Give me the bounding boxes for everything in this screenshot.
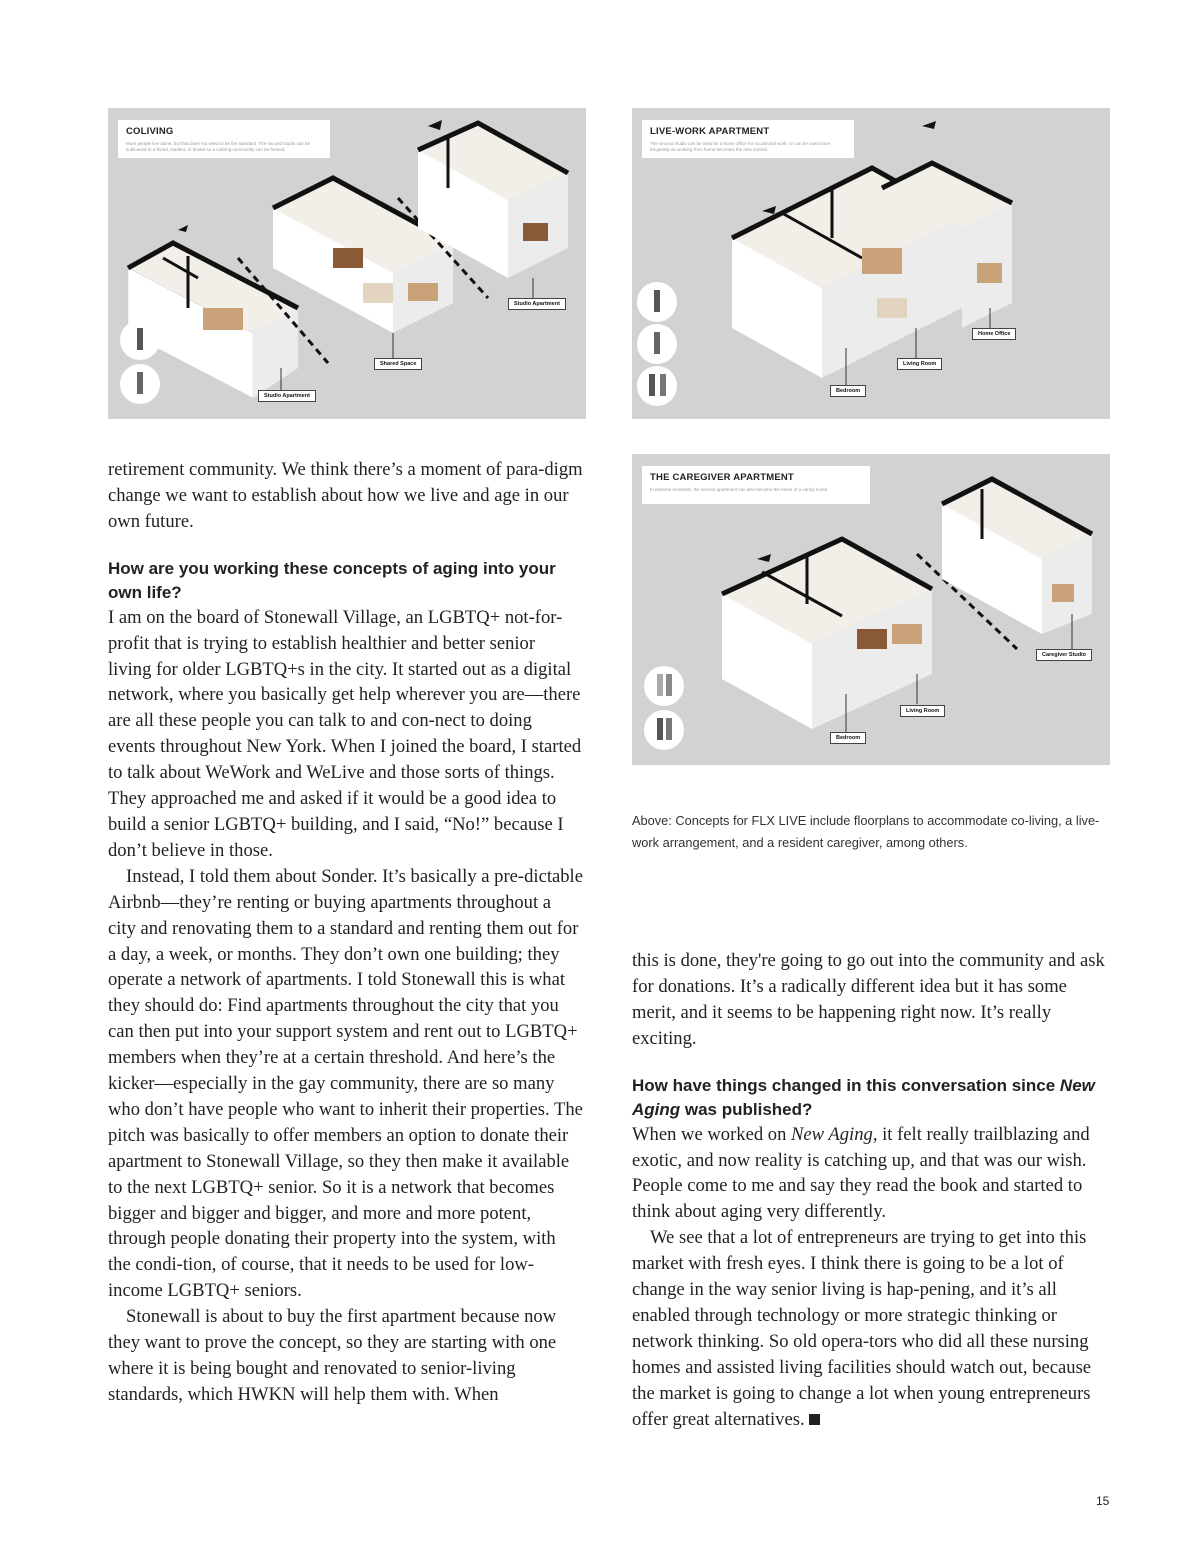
end-mark-icon: [809, 1414, 820, 1425]
live-work-label-living-room: Living Room: [897, 358, 942, 370]
caregiver-label-bedroom: Bedroom: [830, 732, 866, 744]
answer-suffix: , it felt really trailblazing and exotic, and now reality is catching up, and that was our wish. People come to me and say they read the book and started to think about aging very differently.: [632, 1123, 1090, 1223]
live-work-label-bedroom: Bedroom: [830, 385, 866, 397]
left-paragraph-sonder: Instead, I told them about Sonder. It’s basically a pre-dictable Airbnb—they’re renting or buying apartments throughout a city and renovating them to a standard and renting them out for a day, a week, or months. They don’t own one building; they operate a network of apartments. I told Stonewall this is what they should do: Find apartments throughout the city that you can then put into your support system and rent out to LGBTQ+ members when they’re at a certain threshold. And here’s the kicker—especially in the gay community, there are so many who don’t have people who want to inherit their properties. The pitch was basically to offer members an option to donate their apartment to Stonewall Village, so they then make it available to the next LGBTQ+ senior. So it is a network that becomes bigger and bigger and bigger, and more and more potent, through people donating their property into the system, with the condi-tion, of course, that it needs to be used for low-income LGBTQ+ seniors.: [108, 865, 583, 1302]
live-work-figure: [632, 108, 1110, 419]
question-aging-own-life: How are you working these concepts of aging into your own life?: [108, 558, 556, 602]
coliving-figure: [108, 108, 586, 419]
right-paragraph-trailblazing: [632, 1122, 1112, 1226]
caregiver-label-caregiver-studio: Caregiver Studio: [1036, 649, 1092, 661]
answer-book-title: New Aging: [791, 1123, 873, 1145]
live-work-title: LIVE-WORK APARTMENT: [650, 126, 770, 137]
coliving-label-shared-space: Shared Space: [374, 358, 422, 370]
question-prefix: How have things changed in this conversation since: [632, 1075, 1060, 1095]
answer-prefix: When we worked on: [632, 1123, 792, 1145]
figure-caption: Above: Concepts for FLX LIVE include floorplans to accommodate co-living, a live-work arrangement, and a resident caregiver, among others.: [632, 813, 1100, 850]
live-work-description: The second studio can be used as a home office for occasional work, or can be used more frequently as working from home becomes the new normal.: [650, 141, 831, 152]
right-paragraph-entrepreneurs: [632, 1225, 1112, 1432]
coliving-title: COLIVING: [126, 126, 174, 137]
right-paragraph-donations: this is done, they're going to go out into the community and ask for donations. It’s a radically different idea but it has some merit, and it seems to be happening right now. It’s really exciting.: [632, 950, 1105, 1049]
question-book-title: New Aging: [632, 1075, 1095, 1119]
coliving-label-studio-left: Studio Apartment: [258, 390, 316, 402]
caregiver-figure: [632, 454, 1110, 765]
question-suffix: was published?: [680, 1099, 813, 1119]
caregiver-title-box: [642, 466, 870, 504]
right-column: [632, 948, 1112, 1433]
live-work-title-box: [642, 120, 854, 158]
left-paragraph-first-apartment: Stonewall is about to buy the first apartment because now they want to prove the concept, so they are starting with one where it is being bought and renovated to senior-living standards, which HWKN will help them with. When: [108, 1306, 557, 1405]
left-paragraph-intro: retirement community. We think there’s a moment of para-digm change we want to establish about how we live and age in our own future.: [108, 459, 583, 532]
left-paragraph-stonewall: I am on the board of Stonewall Village, an LGBTQ+ not-for-profit that is trying to establish healthier and better senior living for older LGBTQ+s in the city. It started out as a digital network, where you basically get help wherever you are—there are all these people you can talk to and con-nect to doing events throughout New York. When I joined the board, I started to talk about WeWork and WeLive and those sorts of things. They approached me and asked if it would be a good idea to build a senior LGBTQ+ building, and I said, “No!” because I don’t believe in those.: [108, 606, 582, 861]
entrepreneurs-text: We see that a lot of entrepreneurs are trying to get into this market with fresh eyes. I think there is going to be a lot of change in the way senior living is hap-pening, and it’s all enabled through technology or more strategic thinking or network thinking. So old opera-tors who did all these nursing homes and assisted living facilities should watch out, because the market is going to change a lot when young entrepreneurs offer great alternatives.: [632, 1227, 1092, 1430]
caregiver-label-living-room: Living Room: [900, 705, 945, 717]
left-column: [108, 457, 583, 1408]
page-number: 15: [1096, 1494, 1110, 1508]
caregiver-description: In extreme moments, the second apartment can also become the home of a caring nurse.: [650, 487, 829, 492]
coliving-label-studio-right: Studio Apartment: [508, 298, 566, 310]
coliving-title-box: [118, 120, 330, 158]
coliving-description: More people live alone, but that does not need to be the standard. The second studio can be subleased to a friend, student, or tenant so a coliving community can be formed.: [126, 141, 311, 152]
question-new-aging: [632, 1074, 1112, 1122]
caregiver-title: THE CAREGIVER APARTMENT: [650, 472, 794, 483]
live-work-label-home-office: Home Office: [972, 328, 1016, 340]
